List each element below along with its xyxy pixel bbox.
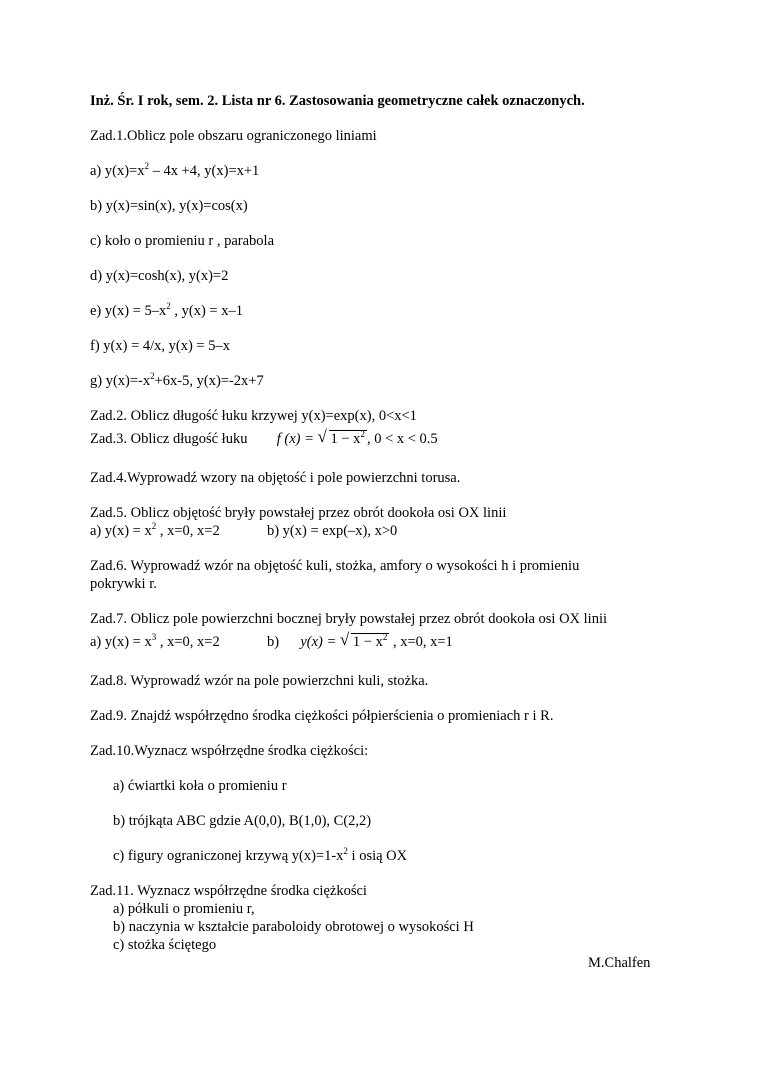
zad10-item-c: c) figury ograniczonej krzywą $y(x)=1-x^2$ i osią OX — [113, 846, 408, 864]
zad1-heading: Zad.1.Oblicz pole obszaru ograniczonego liniami — [90, 128, 377, 144]
page-title: Inż. Śr. I rok, sem. 2. Lista nr 6. Zastosowania geometryczne całek oznaczonych. — [90, 93, 585, 109]
sqrt-expression: √ $1 - x^2$ — [318, 430, 367, 448]
zad7-item-b: b) y(x) = √ $1 - x^2$ , x=0, x=1 — [267, 634, 453, 650]
zad10-item-a: a) ćwiartki koła o promieniu r — [113, 778, 287, 794]
zad5-items — [90, 522, 397, 540]
zad7-heading: Zad.7. Oblicz pole powierzchni bocznej bryły powstałej przez obrót dookoła osi OX linii — [90, 611, 608, 627]
zad5-item-a: a) $y(x) = x^2$ , x=0, x=2 — [90, 521, 220, 539]
sqrt-expression: √ $1 - x^2$ — [340, 633, 389, 651]
zad1-item-b: b) y(x)=sin(x), y(x)=cos(x) — [90, 198, 248, 214]
zad5-item-b: b) y(x) = exp(–x), x>0 — [266, 523, 398, 539]
zad1-item-f: f) y(x) = 4/x, y(x) = 5–x — [90, 338, 230, 354]
zad11-item-b: b) naczynia w kształcie paraboloidy obrotowej o wysokości H — [113, 919, 474, 935]
zad1-item-e: e) $y(x) = 5-x^2$ , y(x) = x–1 — [90, 301, 243, 319]
zad1-item-a: a) $y(x)=x^2 - 4x +4$, y(x)=x+1 — [90, 161, 260, 179]
zad3-text: Zad.3. Oblicz długość łuku f (x) = √ $1 - x^2$ , 0 < x < 0.5 — [90, 430, 438, 448]
zad5-heading: Zad.5. Oblicz objętość bryły powstałej przez obrót dookoła osi OX linii — [90, 505, 507, 521]
zad6-line2: pokrywki r. — [90, 576, 157, 592]
zad1-item-d: d) y(x)=cosh(x), y(x)=2 — [90, 268, 229, 284]
author-signature: M.Chalfen — [588, 955, 651, 971]
zad11-item-a: a) półkuli o promieniu r, — [113, 901, 255, 917]
zad11-heading: Zad.11. Wyznacz współrzędne środka ciężkości — [90, 883, 367, 899]
zad8-text: Zad.8. Wyprowadź wzór na pole powierzchni kuli, stożka. — [90, 673, 429, 689]
zad10-item-b: b) trójkąta ABC gdzie A(0,0), B(1,0), C(2,2) — [113, 813, 372, 829]
zad10-heading: Zad.10.Wyznacz współrzędne środka ciężkości: — [90, 743, 369, 759]
zad4-text: Zad.4.Wyprowadź wzory na objętość i pole powierzchni torusa. — [90, 470, 461, 486]
zad9-text: Zad.9. Znajdź współrzędno środka ciężkości półpierścienia o promieniach r i R. — [90, 708, 554, 724]
zad7-item-a: a) $y(x) = x^3$ , x=0, x=2 — [90, 632, 220, 650]
zad11-item-c: c) stożka ściętego — [113, 937, 217, 953]
zad2-text: Zad.2. Oblicz długość łuku krzywej y(x)=exp(x), 0<x<1 — [90, 408, 417, 424]
zad1-item-g: g) $y(x)=-x^2+6x-5$, y(x)=-2x+7 — [90, 371, 264, 389]
zad6-line1: Zad.6. Wyprowadź wzór na objętość kuli, stożka, amfory o wysokości h i promieniu — [90, 558, 580, 574]
zad1-item-c: c) koło o promieniu r , parabola — [90, 233, 275, 249]
zad7-items — [90, 633, 453, 651]
